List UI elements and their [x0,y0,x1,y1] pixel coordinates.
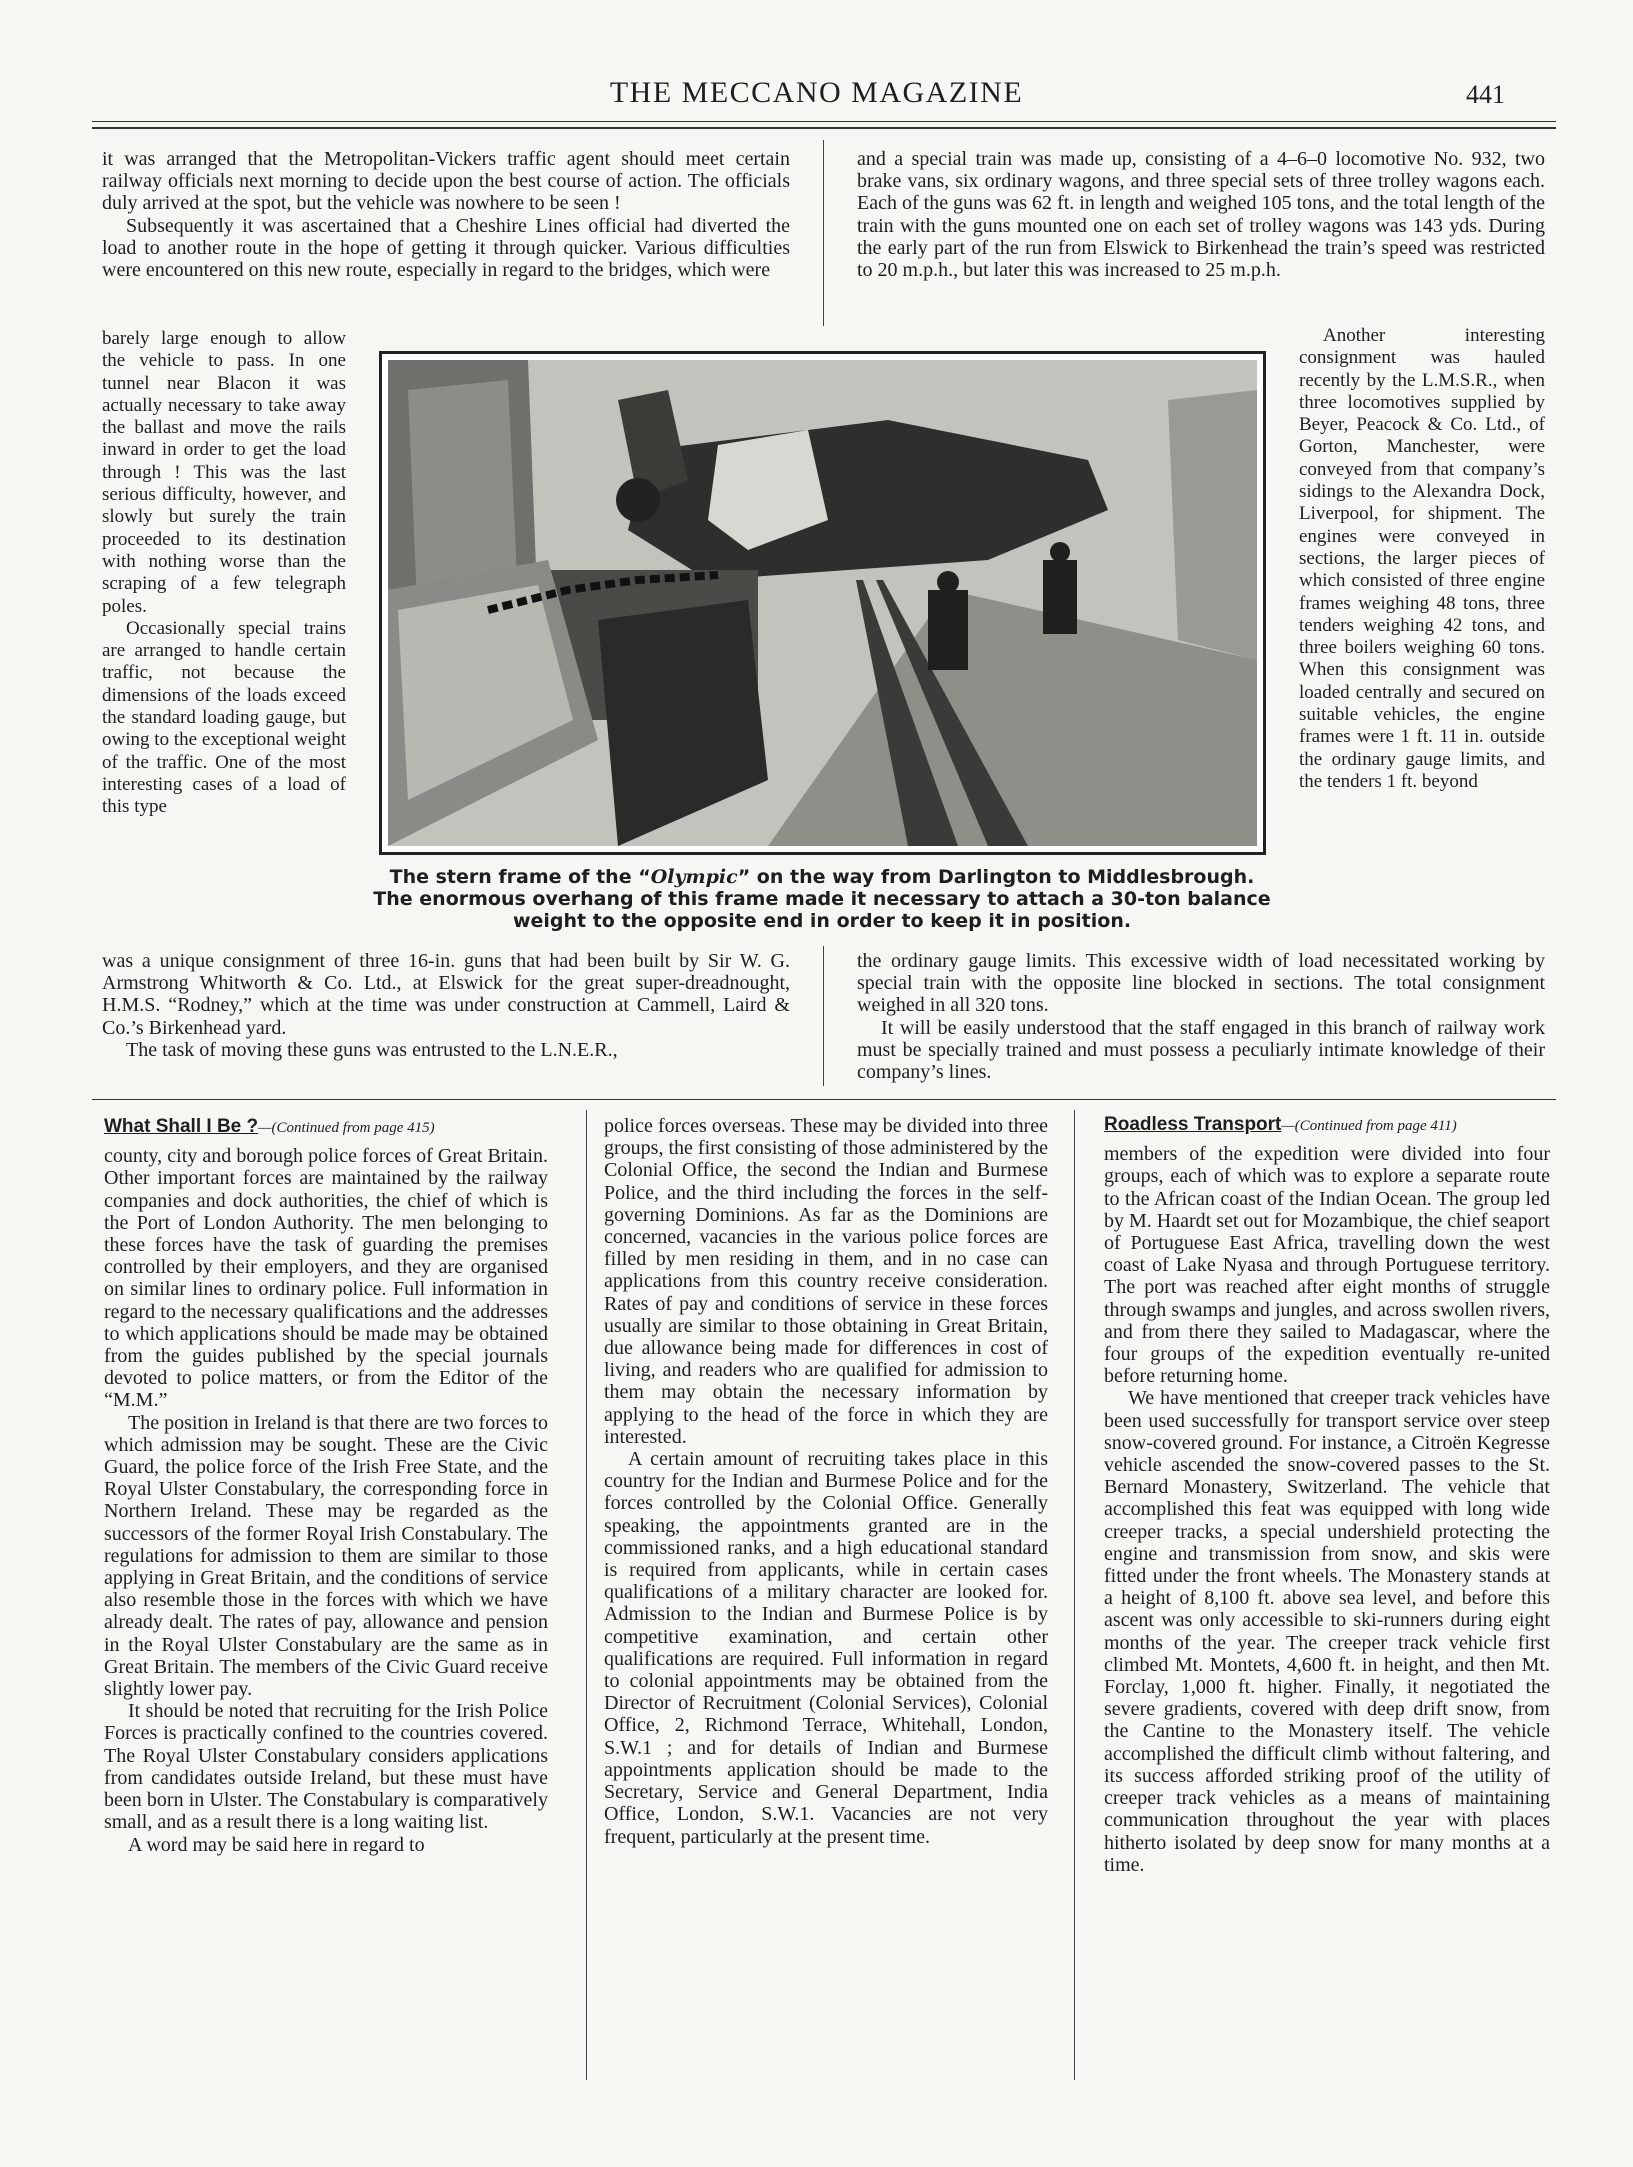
paragraph: A word may be said here in regard to [128,1833,425,1856]
header-rule-thin [92,121,1556,122]
column-divider [1074,1110,1075,2080]
paragraph: it was arranged that the Metropolitan-Vickers traffic agent should meet certain railway officials next morning to decide upon the best course of action. The officials duly arrived at the spot, but the vehicle was nowhere to be seen ! [102,148,790,215]
section-title: What Shall I Be ? [104,1116,259,1137]
section-divider [92,1099,1556,1100]
paragraph: barely large enough to allow the vehicle to pass. In one tunnel near Blacon it was actually necessary to take away the ballast and move the rails inward in order to get the load through ! This was the last serious difficulty, however, and slowly but surely the train proceeded to its destination with nothing worse than the scraping of a few telegraph poles. [102,328,346,617]
article-right-column-bottom [857,950,1545,1090]
caption-line-2: The enormous overhang of this frame made it necessary to attach a 30-ton balance [373,888,1271,910]
article-left-column-bottom [102,950,790,1090]
caption-text: The stern frame of the “ [389,866,651,888]
paragraph: the ordinary gauge limits. This excessive width of load necessitated working by special train with the opposite line blocked in sections. The total consignment weighed in all 320 tons. [857,950,1545,1017]
paragraph: A certain amount of recruiting takes place in this country for the Indian and Burmese Police and for the forces controlled by the Colonial Office. Generally speaking, the appointments granted are in the commissioned ranks, and a high educational standard is required from applicants, while in certain cases qualifications of a military character are looked for. Admission to the Indian and Burmese Police is by competitive examination, and certain other qualifications are required. Full information in regard to colonial appointments may be obtained from the Director of Recruitment (Colonial Services), Colonial Office, 2, Richmond Terrace, Whitehall, London, S.W.1 ; and for details of Indian and Burmese appointments application should be made to the Secretary, Service and General Department, India Office, London, S.W.1. Vacancies are not very frequent, particularly at the present time. [604,1448,1048,1848]
column-divider [823,946,824,1086]
section-title: Roadless Transport [1104,1114,1282,1135]
roadless-transport-column [1104,1113,1550,2073]
caption-text: ” on the way from Darlington to Middlesbrough. [737,866,1255,888]
column-divider [823,140,824,326]
continued-note: —(Continued from page 411) [1281,1118,1457,1134]
column-divider [586,1110,587,2080]
article-left-column-top [102,148,790,328]
article-right-column-top [857,148,1545,328]
article-left-column-wrap [102,328,346,950]
railway-photograph [388,360,1257,846]
photograph-frame [379,351,1266,855]
continued-note: —(Continued from page 415) [258,1120,435,1136]
paragraph: It should be noted that recruiting for the Irish Police Forces is practically confined to the countries covered. The Royal Ulster Constabulary considers applications from candidates outside Ireland, but these must have been born in Ulster. The Constabulary is comparatively small, and as a result there is a long waiting list. [104,1700,548,1834]
paragraph: The task of moving these guns was entrusted to the L.N.E.R., [126,1038,618,1061]
paragraph: Another interesting consignment was hauled recently by the L.M.S.R., when three locomotives supplied by Beyer, Peacock & Co. Ltd., of Gorton, Manchester, were conveyed from that company’s sidings to the Alexandra Dock, Liverpool, for shipment. The engines were conveyed in sections, the larger pieces of which consisted of three engine frames weighing 48 tons, three tenders weighing 42 tons, and three boilers weighing 60 tons. When this consignment was loaded centrally and secured on suitable vehicles, the engine frames were 1 ft. 11 in. outside the ordinary gauge limits, and the tenders 1 ft. beyond [1299,325,1545,792]
paragraph: Occasionally special trains are arranged to handle certain traffic, not because the dimensions of the loads exceed the standard loading gauge, but owing to the exceptional weight of the traffic. One of the most interesting cases of a load of this type [102,617,346,818]
photo-illustration [388,360,1257,846]
paragraph: members of the expedition were divided into four groups, each of which was to explore a separate route to the African coast of the Indian Ocean. The group led by M. Haardt set out for Mozambique, the chief seaport of Portuguese East Africa, travelling down the west coast of Lake Nyasa and through Portuguese territory. The port was reached after eight months of struggle through swamps and jungles, and across swollen rivers, and from there they sailed to Madagascar, where the four groups of the expedition eventually re-united before returning home. [1104,1143,1550,1388]
caption-ship-name: Olympic [650,866,738,888]
caption-line-3: weight to the opposite end in order to keep it in position. [512,910,1132,932]
paragraph: police forces overseas. These may be divided into three groups, the first consisting of those administered by the Colonial Office, the second the Indian and Burmese Police, and the third including the forces in the self-governing Dominions. As far as the Dominions are concerned, vacancies in the various police forces are filled by men residing in them, and in no case can applications from this country receive consideration. Rates of pay and conditions of service in these forces usually are similar to those obtaining in Great Britain, due allowance being made for differences in cost of living, and readers who are qualified for admission to them may obtain the necessary information by applying to the head of the force in which they are interested. [604,1115,1048,1448]
what-shall-i-be-column-2 [604,1115,1048,2075]
section-heading [104,1115,548,1139]
paragraph: and a special train was made up, consisting of a 4–6–0 locomotive No. 932, two brake vans, six ordinary wagons, and three special sets of three trolley wagons each. Each of the guns was 62 ft. in length and weighed 105 tons, and the total length of the train with the guns mounted one on each set of trolley wagons was 143 yds. During the early part of the run from Elswick to Birkenhead the train’s speed was restricted to 20 m.p.h., but later this was increased to 25 m.p.h. [857,148,1545,282]
paragraph: Subsequently it was ascertained that a Cheshire Lines official had diverted the load to another route in the hope of getting it through quicker. Various difficulties were encountered on this new route, especially in regard to the bridges, which were [102,214,790,282]
photo-caption [372,866,1272,932]
section-heading [1104,1113,1550,1137]
what-shall-i-be-column-1 [104,1115,548,2075]
paragraph: We have mentioned that creeper track vehicles have been used successfully for transport service over steep snow-covered ground. For instance, a Citroën Kegresse vehicle ascended the snow-covered passes to the St. Bernard Monastery, Switzerland. The vehicle that accomplished this feat was equipped with long wide creeper tracks, a special undershield protecting the engine and transmission from snow, and skis were fitted under the front wheels. The Monastery stands at a height of 8,100 ft. above sea level, and before this ascent was only accessible to ski-runners during eight months of the year. The creeper track vehicle first climbed Mt. Montets, 4,600 ft. in height, and then Mt. Forclay, 1,000 ft. higher. Finally, it negotiated the severe gradients, covered with deep drift snow, from the Cantine to the Monastery itself. The vehicle accomplished the difficult climb without faltering, and its success afforded striking proof of the utility of creeper track vehicles as a means of maintaining communication throughout the year with places hitherto isolated by deep snow for many months at a time. [1104,1387,1550,1876]
page-number: 441 [1466,80,1505,109]
caption-line-1 [372,866,1272,888]
paragraph: was a unique consignment of three 16-in. guns that had been built by Sir W. G. Armstrong Whitworth & Co. Ltd., at Elswick for the great super-dreadnought, H.M.S. “Rodney,” which at the time was under construction at Cammell, Laird & Co.’s Birkenhead yard. [102,950,790,1039]
paragraph: The position in Ireland is that there are two forces to which admission may be sought. These are the Civic Guard, the police force of the Irish Free State, and the Royal Ulster Constabulary, the corresponding force in Northern Ireland. These may be regarded as the successors of the former Royal Irish Constabulary. The regulations for admission to them are similar to those applying in Great Britain, and the conditions of service also resemble those in the forces with which we have already dealt. The rates of pay, allowance and pension in the Royal Ulster Constabulary are the same as in Great Britain. The members of the Civic Guard receive slightly lower pay. [104,1411,548,1701]
header-rule-thick [92,127,1556,129]
paragraph: It will be easily understood that the staff engaged in this branch of railway work must be specially trained and must possess a peculiarly intimate knowledge of their company’s lines. [857,1016,1545,1084]
article-right-column-wrap [1299,325,1545,953]
paragraph: county, city and borough police forces of Great Britain. Other important forces are maintained by the railway companies and dock authorities, the chief of which is the Port of London Authority. The men belonging to these forces have the task of guarding the premises controlled by their employers, and they are organised on similar lines to ordinary police. Full information in regard to the necessary qualifications and the addresses to which applications should be made may be obtained from the guides published by the special journals devoted to police matters, or from the Editor of the “M.M.” [104,1145,548,1412]
magazine-title: THE MECCANO MAGAZINE [609,76,1024,109]
